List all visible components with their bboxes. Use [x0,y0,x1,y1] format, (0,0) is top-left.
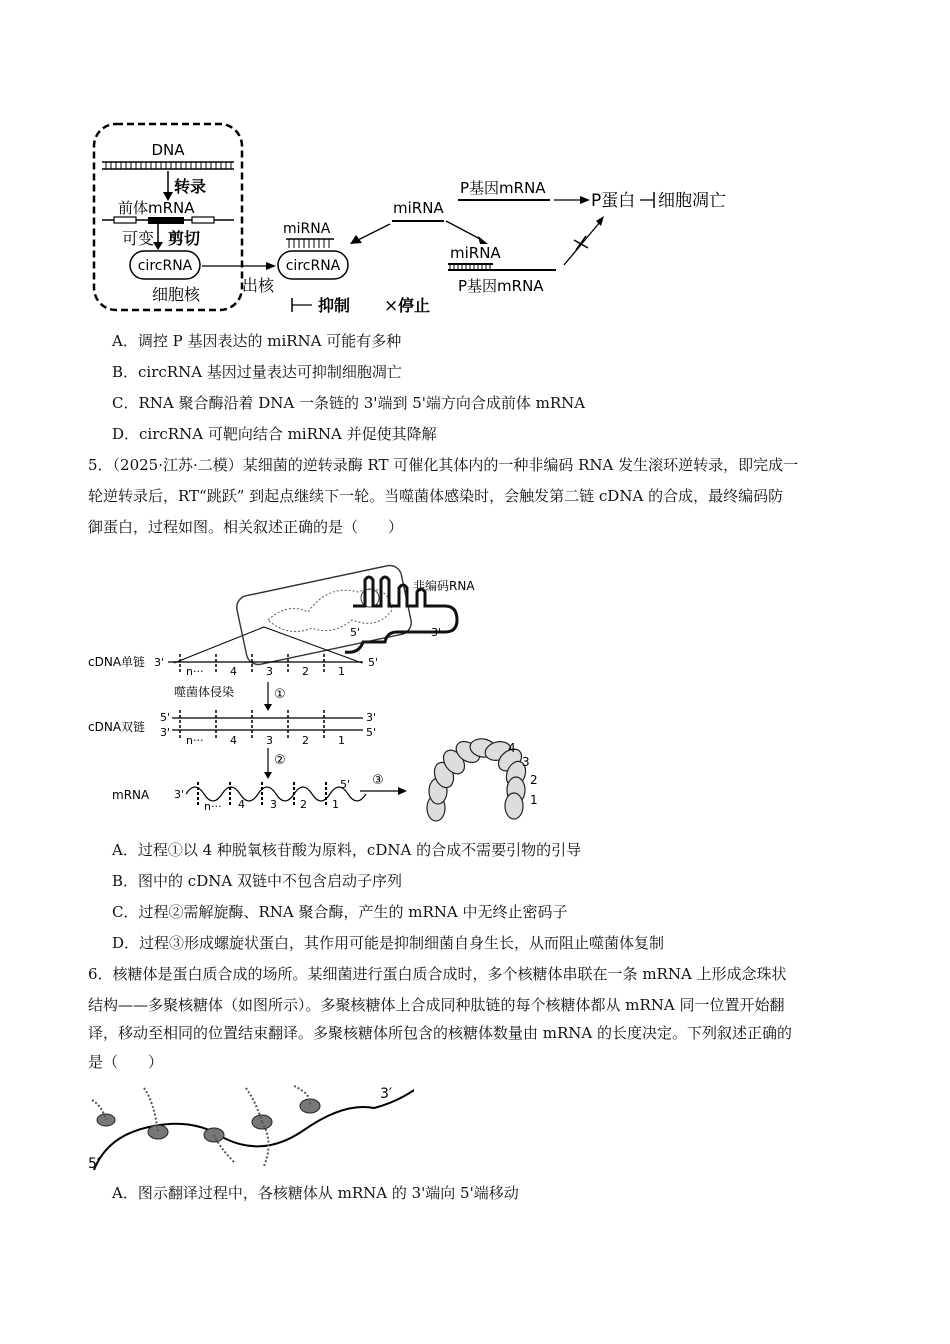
svg-text:4: 4 [230,734,237,747]
svg-text:3': 3' [366,711,377,724]
q4-option-b: B．circRNA 基因过量表达可抑制细胞凋亡 [112,363,402,381]
circrna-inside-label: circRNA [137,258,193,274]
p-mrna-bottom-label: P基因mRNA [458,277,544,295]
svg-text:3: 3 [522,755,530,769]
peptide-chain-icon [92,1086,310,1166]
cdna-double-label: cDNA双链 [88,720,146,734]
svg-text:4: 4 [230,665,237,678]
cdna-single-label: cDNA单链 [88,655,146,669]
svg-text:2: 2 [300,798,307,811]
phage-infection-label: 噬菌体侵染 [174,685,235,699]
q6-stem-line-1: 6．核糖体是蛋白质合成的场所。某细菌进行蛋白质合成时，多个核糖体串联在一条 mRNA 上形成念珠状 [88,965,787,983]
q4-option-d: D．circRNA 可靶向结合 miRNA 并促使其降解 [112,425,437,443]
bottom-mirna-label: miRNA [450,244,501,262]
svg-text:3: 3 [266,665,273,678]
q5-option-b: B．图中的 cDNA 双链中不包含启动子序列 [112,872,402,890]
rna-3-prime-label: 3' [431,626,442,639]
q6-stem-line-3: 译，移动至相同的位置结束翻译。多聚核糖体所包含的核糖体数量由 mRNA 的长度决定。下列叙述正确的 [88,1024,793,1042]
rolling-reverse-transcription-diagram [88,558,558,832]
q5-option-c: C．过程②需解旋酶、RNA 聚合酶，产生的 mRNA 中无终止密码子 [112,903,568,921]
legend-stop-label: 停止 [398,296,431,315]
q5-stem-line-2: 轮逆转录后，RT“跳跃” 到起点继续下一轮。当噬菌体感染时，会触发第二链 cDNA 的合成，最终编码防 [88,487,784,505]
q6-stem-line-2: 结构——多聚核糖体（如图所示）。多聚核糖体上合成同种肽链的每个核糖体都从 mRNA 同一位置开始翻 [88,996,785,1014]
svg-text:2: 2 [302,665,309,678]
svg-text:1: 1 [332,798,339,811]
polyribosome-diagram [84,1078,414,1176]
legend-stop-icon: × [384,296,399,316]
svg-text:1: 1 [338,734,345,747]
svg-text:2: 2 [530,773,538,787]
q5-option-a: A．过程①以 4 种脱氧核苷酸为原料，cDNA 的合成不需要引物的引导 [112,841,582,859]
svg-text:n···: n··· [186,734,204,747]
svg-text:3: 3 [266,734,273,747]
svg-text:5': 5' [368,656,379,669]
export-label: 出核 [242,276,275,295]
svg-text:5': 5' [160,711,171,724]
noncoding-rna-label: 非编码RNA [413,579,475,593]
step-1-label: ① [274,687,286,702]
pre-mrna-label: 前体mRNA [118,199,195,217]
q5-option-d: D．过程③形成螺旋状蛋白，其作用可能是抑制细菌自身生长，从而阻止噬菌体复制 [112,934,665,952]
q4-option-c: C．RNA 聚合酶沿着 DNA 一条链的 3'端到 5'端方向合成前体 mRNA [112,394,586,412]
svg-text:n···: n··· [186,665,204,678]
mrna-3-prime-label: 3′ [380,1086,393,1102]
mrna-strand [94,1086,414,1170]
svg-text:1: 1 [338,665,345,678]
apoptosis-label: 细胞凋亡 [658,191,726,211]
step-2-label: ② [274,753,286,768]
q6-option-a: A．图示翻译过程中，各核糖体从 mRNA 的 3'端向 5'端移动 [112,1184,519,1202]
svg-text:3': 3' [154,656,165,669]
rna-5-prime-label: 5' [350,626,361,639]
dna-label: DNA [151,141,185,159]
circrna-outside-label: circRNA [285,258,341,274]
svg-text:3': 3' [174,788,185,801]
p-protein-label: P蛋白 [591,191,636,211]
p-mrna-top-label: P基因mRNA [460,179,546,197]
nucleus-label: 细胞核 [151,285,201,304]
step-3-label: ③ [372,773,384,788]
circrna-mirna-diagram [88,118,768,323]
ribosome-icon [97,1099,320,1142]
svg-text:n···: n··· [204,800,222,813]
mrna-label: mRNA [112,788,150,802]
svg-text:4: 4 [238,798,245,811]
svg-text:3: 3 [270,798,277,811]
splice-label: 剪切 [168,229,201,248]
variable-label: 可变 [122,229,155,248]
q6-stem-line-4: 是（ ） [88,1053,164,1071]
svg-text:5': 5' [340,778,351,791]
mrna-5-prime-label: 5′ [88,1156,101,1172]
svg-text:5': 5' [366,726,377,739]
svg-text:4: 4 [508,741,516,755]
q5-stem-line-1: 5．（2025·江苏·二模）某细菌的逆转录酶 RT 可催化其体内的一种非编码 RNA 发生滚环逆转录，即完成一 [88,456,799,474]
q5-stem-line-3: 御蛋白，过程如图。相关叙述正确的是（ ） [88,518,404,536]
bound-mirna-label: miRNA [283,221,331,237]
legend-inhibit-label: 抑制 [318,296,351,315]
q4-option-a: A．调控 P 基因表达的 miRNA 可能有多种 [112,332,402,350]
svg-text:1: 1 [530,793,538,807]
transcribe-label: 转录 [174,177,207,196]
svg-text:3': 3' [160,726,171,739]
svg-text:2: 2 [302,734,309,747]
free-mirna-label: miRNA [393,199,444,217]
